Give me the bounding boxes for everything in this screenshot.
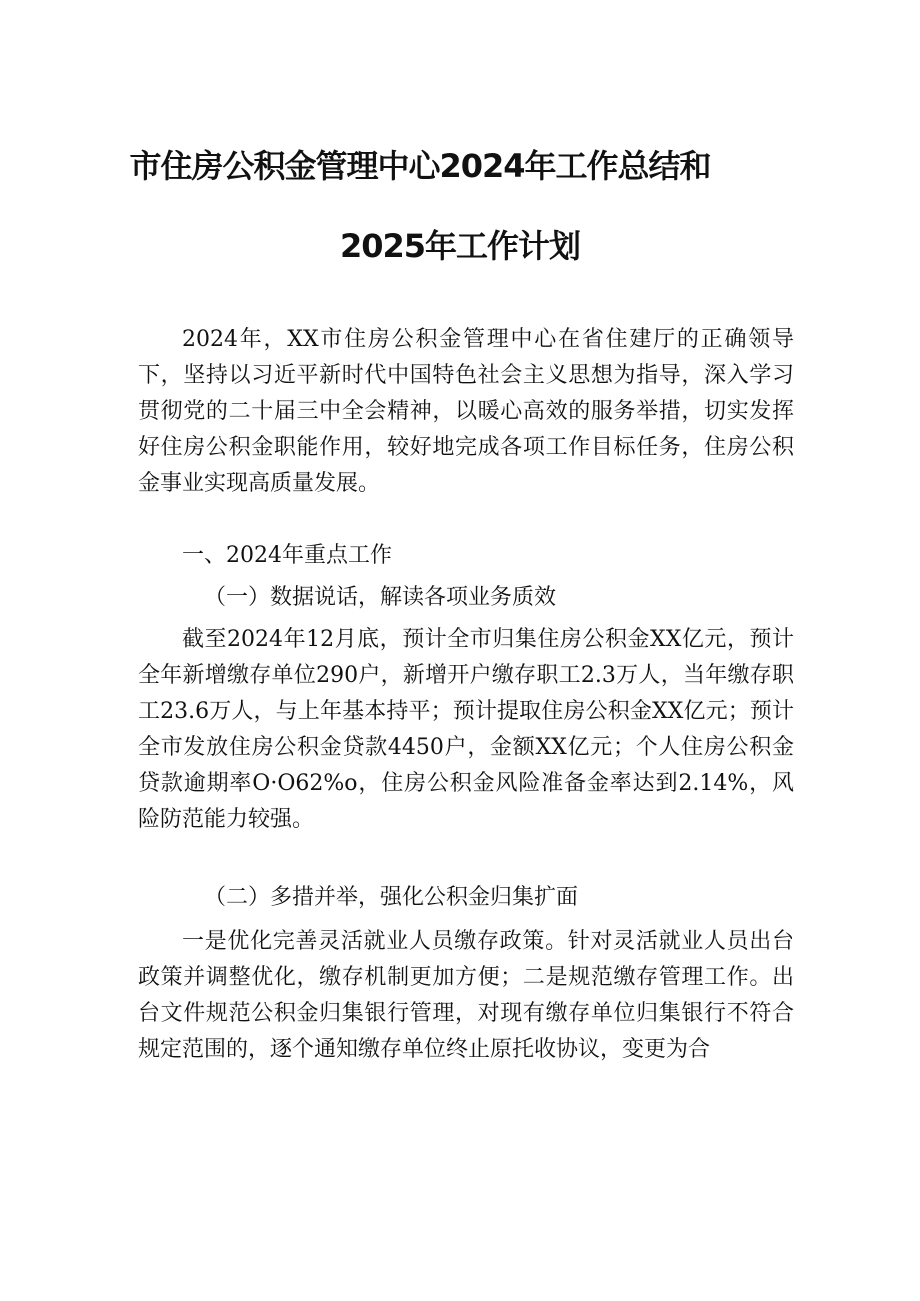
subsection-2-heading: （二）多措并举，强化公积金归集扩面 bbox=[204, 885, 579, 910]
subsection-1-heading: （一）数据说话，解读各项业务质效 bbox=[204, 585, 557, 610]
document-title-line-1: 市住房公积金管理中心2024年工作总结和 bbox=[129, 147, 711, 185]
intro-paragraph: 2024年，XX市住房公积金管理中心在省住建厅的正确领导下，坚持以习近平新时代中国特色社会主义思想为指导，深入学习贯彻党的二十届三中全会精神，以暖心高效的服务举措，切实发挥好住房公积金职能作用，较好地完成各项工作目标任务，住房公积金事业实现高质量发展。 bbox=[138, 327, 794, 496]
subsection-2-paragraph: 一是优化完善灵活就业人员缴存政策。针对灵活就业人员出台政策并调整优化，缴存机制更加方便；二是规范缴存管理工作。出台文件规范公积金归集银行管理，对现有缴存单位归集银行不符合规定范围的，逐个通知缴存单位终止原托收协议，变更为合 bbox=[138, 929, 794, 1062]
subsection-1-paragraph: 截至2024年12月底，预计全市归集住房公积金XX亿元，预计全年新增缴存单位290户，新增开户缴存职工2.3万人，当年缴存职工23.6万人，与上年基本持平；预计提取住房公积金XX亿元；预计全市发放住房公积金贷款4450户，金额XX亿元；个人住房公积金贷款逾期率O·O62%o，住房公积金风险准备金率达到2.14%，风险防范能力较强。 bbox=[138, 627, 794, 832]
section-1-heading: 一、2024年重点工作 bbox=[182, 543, 392, 568]
document-title-line-2: 2025年工作计划 bbox=[339, 227, 581, 265]
